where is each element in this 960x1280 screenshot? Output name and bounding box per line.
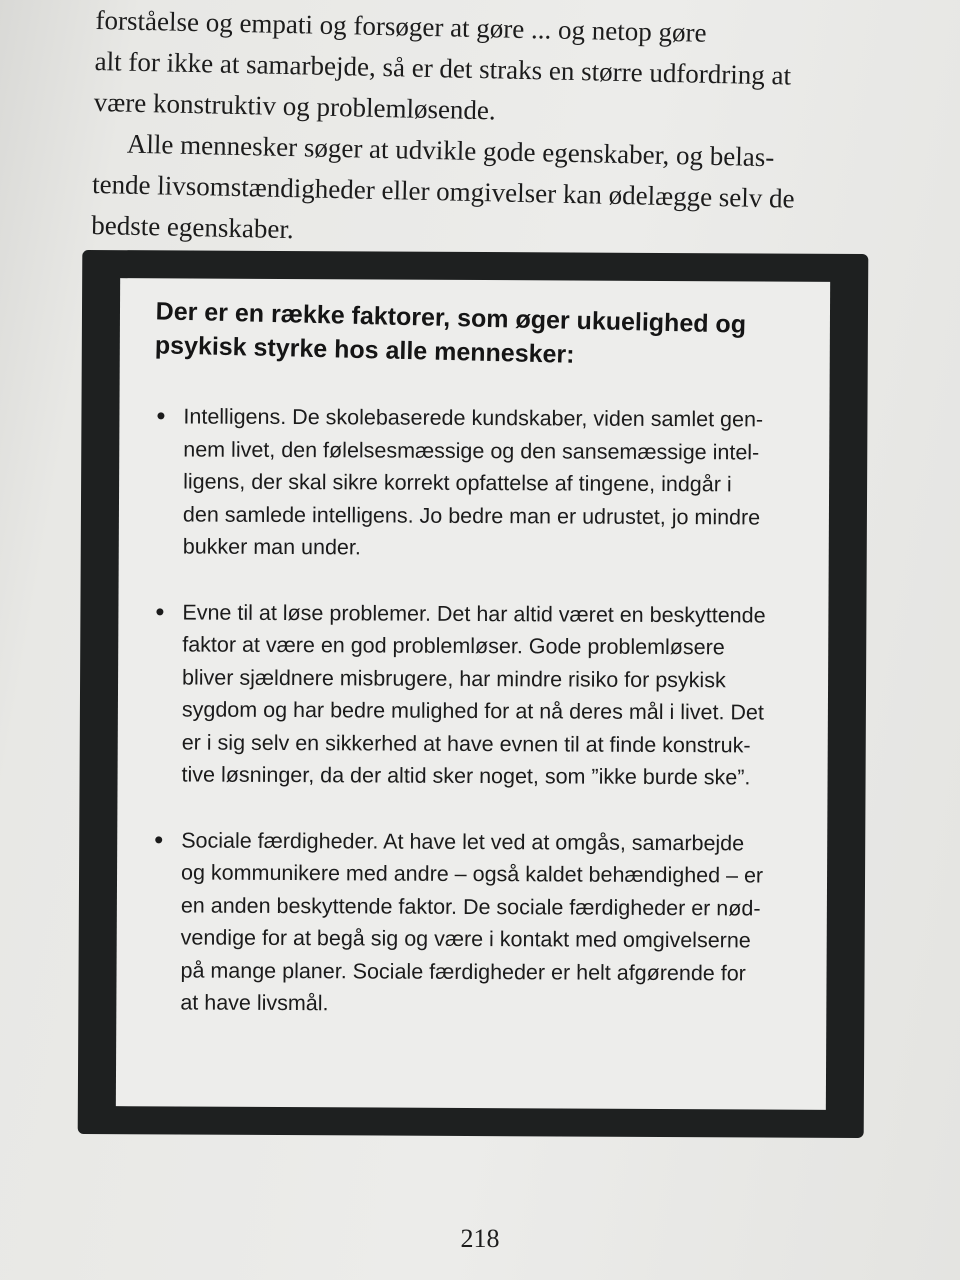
box-title-line: psykisk styrke hos alle mennesker: [154, 331, 575, 369]
bullet-line: nem livet, den følelsesmæssige og den sansemæssige intel- [183, 436, 760, 464]
bullet-line: faktor at være en god problemløser. Gode problemløsere [182, 632, 725, 660]
bullet-line: på mange planer. Sociale færdigheder er helt afgørende for [180, 957, 746, 985]
bullet-line: ligens, der skal sikre korrekt opfattelse af tingene, indgår i [183, 469, 732, 497]
bullet-dot-icon [157, 412, 164, 419]
bullet-line: Intelligens. De skolebaserede kundskaber, viden samlet gen- [183, 404, 764, 432]
bullet-line: er i sig selv en sikkerhed at have evnen til at finde konstruk- [181, 729, 751, 757]
body-line: tende livsomstændigheder eller omgivelser kan ødelægge selv de [91, 168, 795, 214]
body-line: alt for ikke at samarbejde, så er det straks en større udfordring at [94, 45, 792, 91]
bullet-line: Evne til at løse problemer. Det har altid været en beskyttende [182, 599, 766, 628]
box-title [155, 294, 816, 377]
bullet-line: sygdom og har bedre mulighed for at nå deres mål i livet. Det [181, 697, 764, 725]
bullet-dot-icon [156, 608, 163, 615]
bullet-line: at have livsmål. [180, 990, 329, 1016]
factor-box [78, 250, 869, 1138]
bullet-line: bukker man under. [182, 534, 361, 560]
bullet-line: bliver sjældnere misbrugere, har mindre risiko for psykisk [182, 664, 726, 692]
bullet-line: en anden beskyttende faktor. De sociale færdigheder er nød- [180, 892, 761, 921]
body-text [91, 0, 876, 262]
body-line: Alle mennesker søger at udvikle gode egenskaber, og belas- [126, 128, 775, 173]
bullet-line: og kommunikere med andre – også kaldet behændighed – er [180, 860, 764, 888]
bullet-item-problem-solving [153, 596, 814, 794]
bullet-list [152, 400, 815, 1055]
bullet-line: vendige for at begå sig og være i kontakt med omgivelserne [180, 925, 751, 953]
body-line: forståelse og empati og forsøger at gøre ... og netop gøre [95, 4, 707, 48]
bullet-line: tive løsninger, da der altid sker noget, som ”ikke burde ske”. [181, 762, 751, 790]
body-line: bedste egenskaber. [90, 209, 294, 245]
bullet-line: den samlede intelligens. Jo bedre man er udrustet, jo mindre [182, 501, 761, 530]
bullet-item-intelligence [155, 400, 816, 566]
box-title-line: Der er en række faktorer, som øger ukuelighed og [155, 297, 747, 339]
bullet-dot-icon [155, 836, 162, 843]
bullet-line: Sociale færdigheder. At have let ved at omgås, samarbejde [181, 827, 745, 855]
page-number: 218 [460, 1224, 500, 1253]
bullet-item-social-skills [152, 824, 813, 1022]
factor-box-content [116, 278, 830, 1110]
body-line: være konstruktiv og problemløsende. [93, 86, 497, 126]
